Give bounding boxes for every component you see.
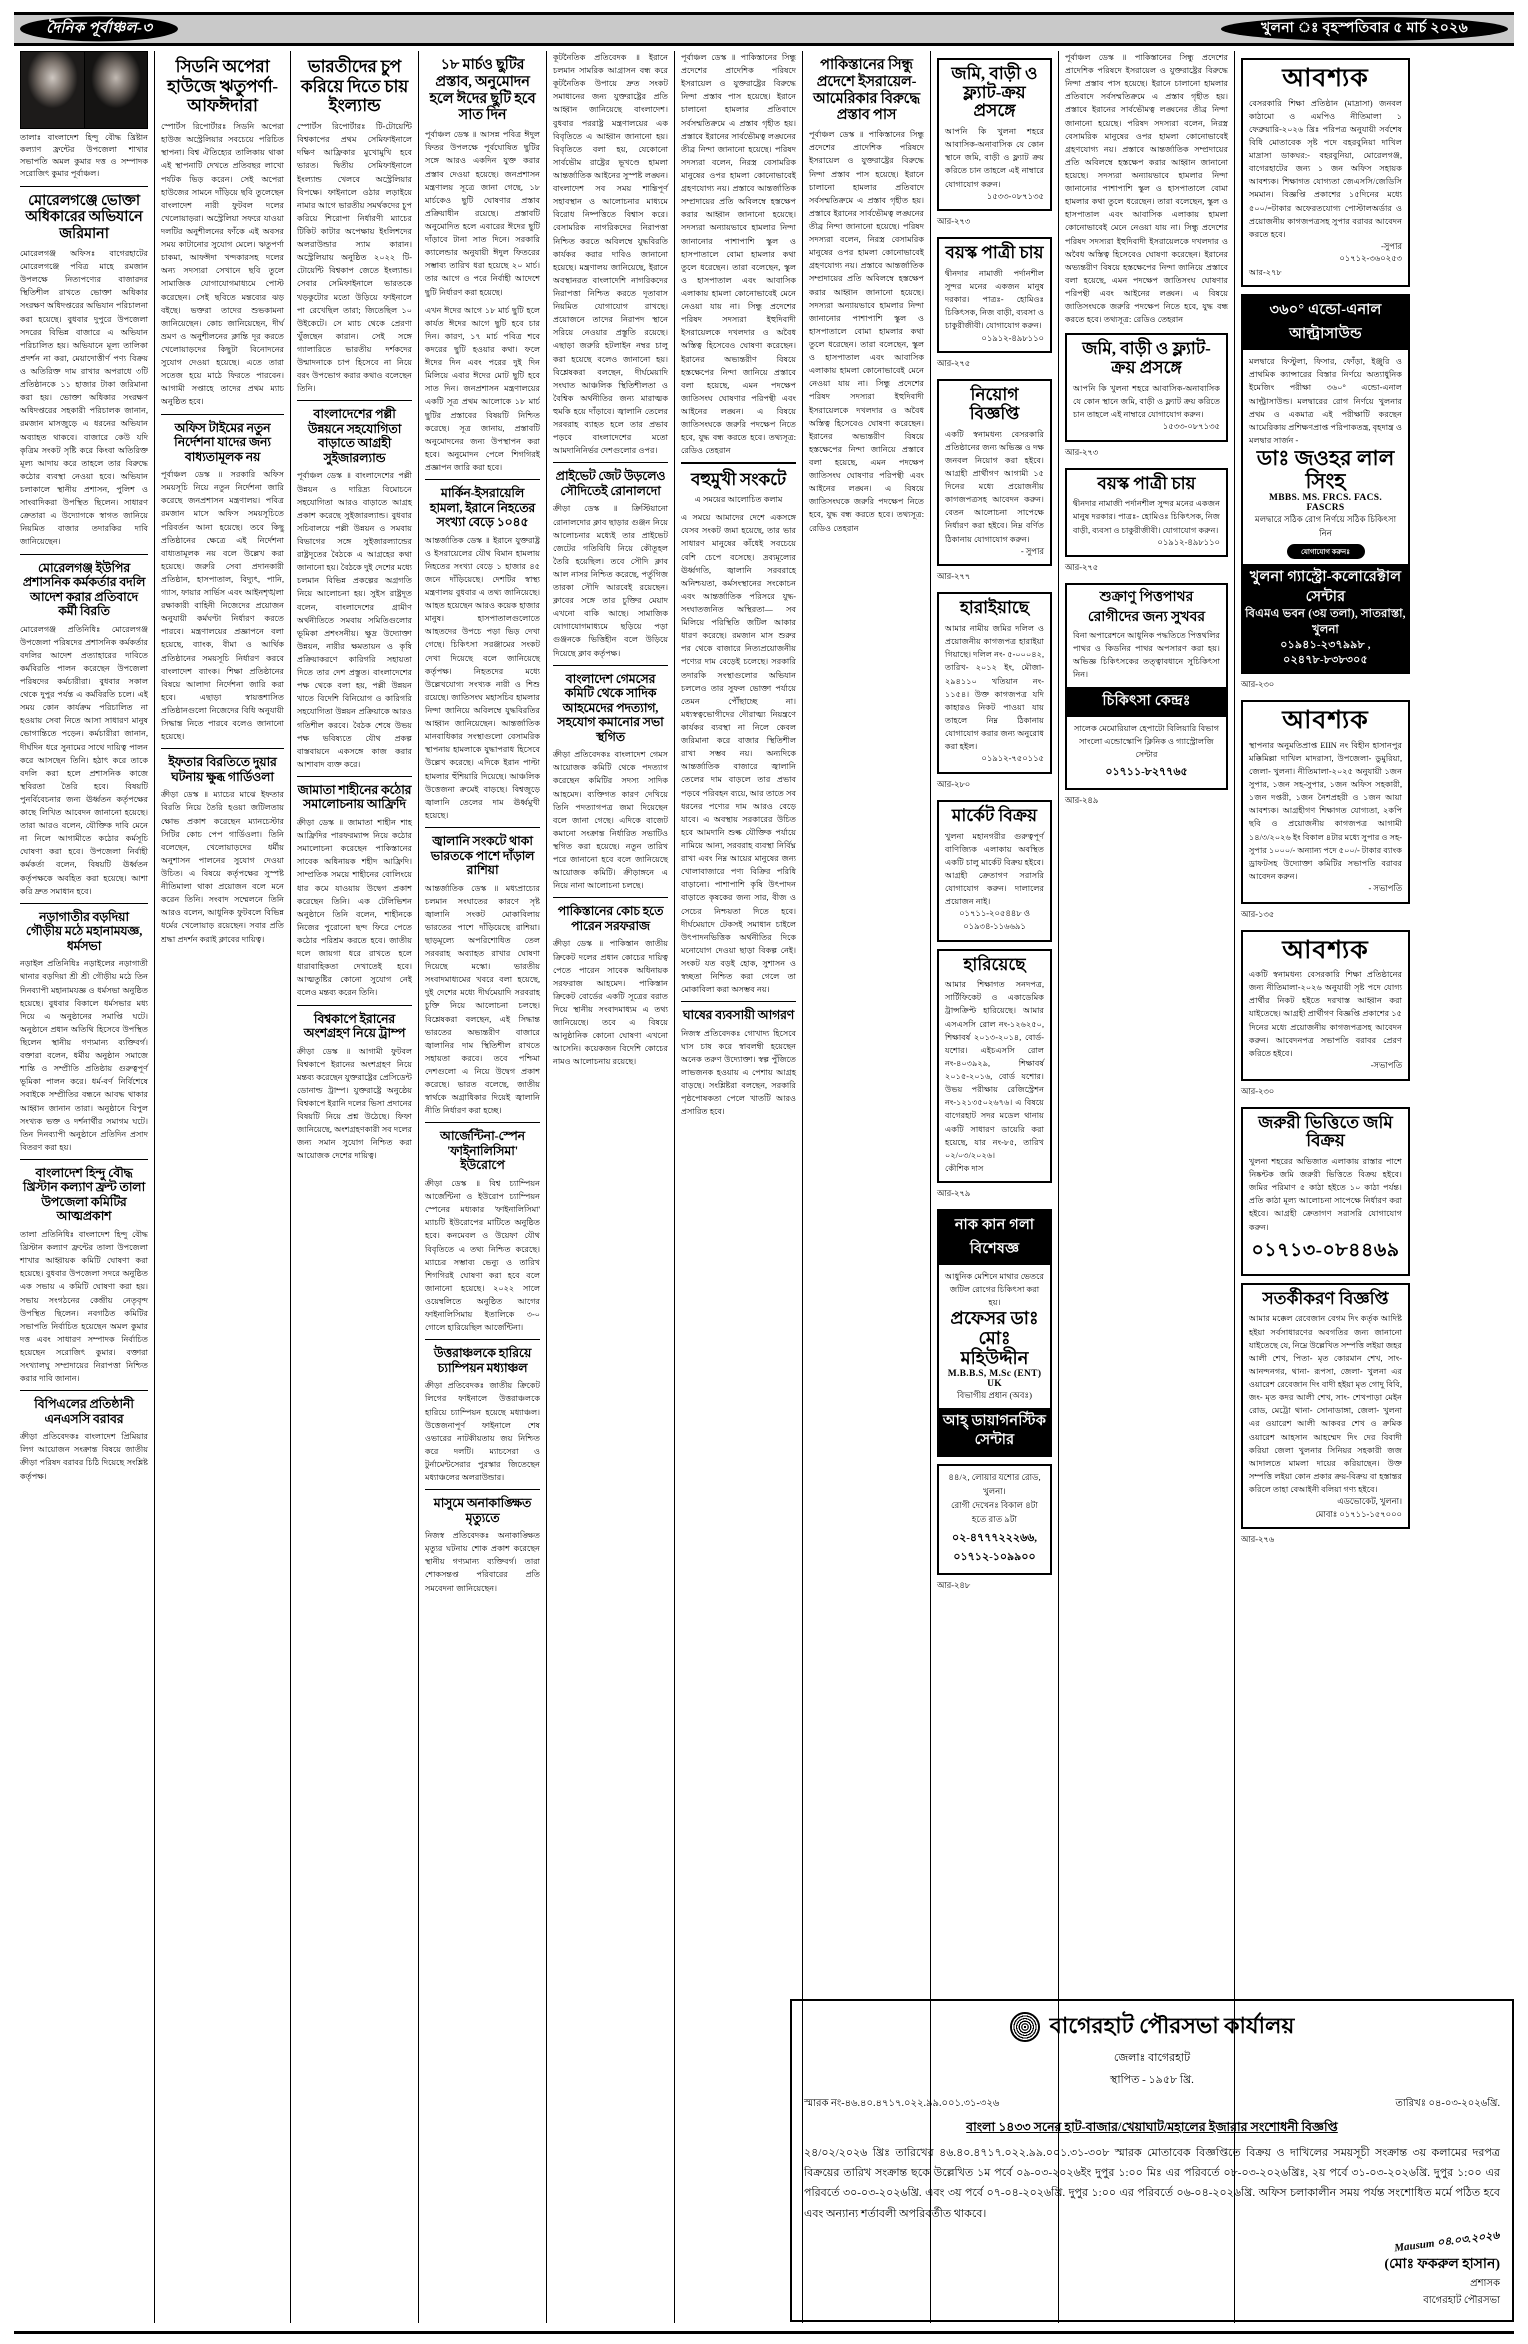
- ad-ent-specialist[interactable]: [937, 1209, 1052, 1457]
- ad-body: একটি স্বনামধন্য বেসরকারি প্রতিষ্ঠানের জন্য অভিজ্ঞ ও দক্ষ জনবল নিয়োগ করা হইবে। আগ্রহী প্রার্থীগণ আগামী ১৫ দিনের মধ্যে প্রয়োজনীয় কাগজপত্রসহ আবেদন করুন। বেতন আলোচনা সাপেক্ষে নির্ধারণ করা হইবে। নিম্ন বর্ণিত ঠিকানায় যোগাযোগ করুন।: [945, 429, 1044, 544]
- doctor-name: ডাঃ জওহর লাল সিংহ: [1256, 446, 1395, 494]
- article-iran-casualties: আন্তর্জাতিক ডেস্ক ॥ ইরানে যুক্তরাষ্ট্র ও ইসরায়েলের যৌথ বিমান হামলায় নিহতের সংখ্যা বেড়ে ১ হাজার ৪৫ জনে দাঁড়িয়েছে। দেশটির স্বাস্থ্য মন্ত্রণালয় বুধবার এ তথ্য জানিয়েছে। আহত হয়েছেন আরও কয়েক হাজার মানুষ। হাসপাতালগুলোতে আহতদের উপচে পড়া ভিড় দেখা গেছে। চিকিৎসা সরঞ্জামের সংকট দেখা দিয়েছে বলে জানিয়েছে কর্তৃপক্ষ। নিহতদের মধ্যে উল্লেখযোগ্য সংখ্যক নারী ও শিশু রয়েছে। জাতিসংঘ মহাসচিব হামলার নিন্দা জানিয়ে অবিলম্বে যুদ্ধবিরতির আহ্বান জানিয়েছেন। আন্তর্জাতিক মানবাধিকার সংস্থাগুলো বেসামরিক স্থাপনায় হামলাকে যুদ্ধাপরাধ হিসেবে উল্লেখ করেছে। এদিকে ইরান পাল্টা হামলার হুঁশিয়ারি দিয়েছে। আঞ্চলিক উত্তেজনা ক্রমেই বাড়ছে। বিশ্বজুড়ে জ্বালানি তেলের দাম ঊর্ধ্বমুখী হয়েছে।: [425, 535, 540, 820]
- doctor-degrees: M.B.B.S, M.Sc (ENT) UK: [947, 1368, 1042, 1389]
- ad-boyosko-patri[interactable]: [937, 237, 1052, 353]
- ad-title: আবশ্যক: [1282, 707, 1369, 735]
- notice-header: [804, 2009, 1500, 2046]
- ad-body: আমার মক্কেল রেবেজান বেগম দিং কর্তৃক আদিষ্ট হইয়া সর্বসাধারণের অবগতির জন্য জানানো যাইতেছে যে, নিম্নে উল্লেখিত সম্পত্তি লইয়া জহর আলী শেখ, পিতা- মৃত কোরমান শেখ, সাং- আনন্দনগর, থানা- রূপসা, জেলা- খুলনা এর ওয়ারেশ রেবেজান দিং বাদী হইয়া মৃত গোদু বিবি, জং- মৃত কদর আলী শেখ, সাং- শেখপাড়া মেইন রোড, মেট্রো থানা- সোনাডাঙ্গা, জেলা- খুলনা এর ওয়ারেশ আলী আকবর শেখ ও ক্রমিক ওয়ারেশ আহসান আহম্মেদ দিং দের বিবাদী করিয়া জেলা খুলনার সিনিয়র সহকারী জজ আদালতে মামলা দায়ের করিয়াছেন। উক্ত সম্পত্তি লইয়া কোন প্রকার ক্রয়-বিক্রয় বা হস্তান্তর করিলে তাহা বেআইনী বলিয়া গণ্য হইবে।: [1249, 1314, 1402, 1495]
- article-naragati-math: নড়াইল প্রতিনিধিঃ নড়াইলের নড়াগাতী থানার বড়দিয়া শ্রী শ্রী গৌড়ীয় মঠে তিন দিনব্যাপী মহানামযজ্ঞ ও ধর্মসভা অনুষ্ঠিত হয়েছে। বুধবার বিকালে ধর্মসভার মধ্য দিয়ে এ অনুষ্ঠানের সমাপ্তি ঘটে। অনুষ্ঠানে প্রধান অতিথি হিসেবে উপস্থিত ছিলেন স্থানীয় গণ্যমান্য ব্যক্তিবর্গ। বক্তারা বলেন, ধর্মীয় অনুষ্ঠান সমাজে শান্তি ও সম্প্রীতি প্রতিষ্ঠায় গুরুত্বপূর্ণ ভূমিকা পালন করে। ধর্ম-বর্ণ নির্বিশেষে সবাইকে সম্প্রীতির বন্ধনে আবদ্ধ থাকার আহ্বান জানান তারা। অনুষ্ঠানে বিপুল সংখ্যক ভক্ত ও দর্শনার্থীর সমাগম ঘটে। তিন দিনব্যাপী অনুষ্ঠানে প্রতিদিন প্রসাদ বিতরণ করা হয়।: [20, 959, 148, 1152]
- column-kicker: এ সময়ের আলোচিত কলাম: [694, 495, 783, 505]
- headline-russia-india-fuel: জ্বালানি সংকটে থাকা ভারতকে পাশে দাঁড়াল রাশিয়া: [430, 834, 535, 877]
- headline-bpl-nsc: বিপিএলের প্রতিষ্ঠানী এনএসসি বরাবর: [34, 1397, 134, 1426]
- chamber-phone: ০২-৪৭৭৭২২২৬৬, ০১৭১২-১০৯৯০০: [951, 1531, 1038, 1563]
- ad-body: মলদ্বারে ফিস্টুলা, ফিসার, ফোঁড়া, ইঞ্জুরি ও প্রাথমিক ক্যান্সারের বিস্তার নির্ণয়ে অত্যাধুনিক ইমেজিং পরীক্ষা ৩৬০° এন্ডো-এনাল আল্ট্রাসাউন্ড। মলদ্বারের রোগ নির্ণয়ে খুলনার প্রথম ও একমাত্র এই পরীক্ষাটি করছেন আমেরিকায় প্রশিক্ষণপ্রাপ্ত পরিপাকতন্ত্র, বৃহদান্ত্র ও মলদ্বার সার্জন -: [1249, 357, 1402, 445]
- headline-ghas-byabsa: ঘাষের ব্যবসায়ী আগরণ: [682, 1008, 795, 1023]
- article-bohumukhi-sonkote: এ সময়ে আমাদের দেশে একসঙ্গে যেসব সংকট জমা হয়েছে, তার ভার সাধারণ মানুষের কাঁধেই সবচেয়ে বেশি চেপে বসেছে। দ্রব্যমূল্যের ঊর্ধ্বগতি, জ্বালানি সরবরাহে অনিশ্চয়তা, কর্মসংস্থানের সংকোচন এবং আন্তর্জাতিক পরিসরে যুদ্ধ-সংঘাতজনিত অস্থিরতা— সব মিলিয়ে পরিস্থিতি জটিল আকার ধারণ করেছে। রমজান মাস শুরুর পর থেকে বাজারে নিত্যপ্রয়োজনীয় পণ্যের দাম বেড়েই চলেছে। সরকারি তদারকি সংস্থাগুলোর অভিযান চললেও তার সুফল ভোক্তা পর্যায়ে তেমন পৌঁছাচ্ছে না। মধ্যস্বত্বভোগীদের দৌরাত্ম্য নিয়ন্ত্রণে কার্যকর ব্যবস্থা না নিলে কেবল জরিমানা করে বাজার স্থিতিশীল রাখা সম্ভব নয়। অন্যদিকে আন্তর্জাতিক বাজারে জ্বালানি তেলের দাম বাড়লে তার প্রভাব পড়বে পরিবহন ব্যয়ে, আর তাতে সব ধরনের পণ্যের দাম আরও বেড়ে যাবে। এ অবস্থায় সরকারের উচিত হবে আমদানি শুল্ক যৌক্তিক পর্যায়ে নামিয়ে আনা, সরবরাহ ব্যবস্থা নির্বিঘ্ন রাখা এবং নিম্ন আয়ের মানুষের জন্য খোলাবাজারে পণ্য বিক্রির পরিধি বাড়ানো। পাশাপাশি কৃষি উৎপাদন বাড়াতে কৃষকের জন্য সার, বীজ ও সেচের নিশ্চয়তা দিতে হবে। দীর্ঘমেয়াদে টেকসই সমাধান চাইলে উৎপাদনভিত্তিক অর্থনীতির দিকে মনোযোগ দেওয়া ছাড়া বিকল্প নেই। সংকট যত বড়ই হোক, সুশাসন ও স্বচ্ছতা নিশ্চিত করা গেলে তা মোকাবিলা করা অসম্ভব নয়।: [681, 513, 796, 995]
- column-9-ads: [1058, 51, 1234, 2323]
- masthead: [14, 12, 1514, 46]
- article-afridi-shaheen: ক্রীড়া ডেস্ক ॥ জামাতা শাহীন শাহ আফ্রিদির পারফরম্যান্স নিয়ে কঠোর সমালোচনা করেছেন পাকিস্তানের সাবেক অধিনায়ক শহীদ আফ্রিদি। সাম্প্রতিক সময়ে শাহীনের বোলিংয়ে ধার কমে যাওয়ায় উদ্বেগ প্রকাশ করেছেন তিনি। এক টেলিভিশন অনুষ্ঠানে তিনি বলেন, শাহীনকে নিজের পুরোনো ছন্দ ফিরে পেতে কঠোর পরিশ্রম করতে হবে। জাতীয় দলে জায়গা ধরে রাখতে হলে ধারাবাহিকতা দেখাতেই হবে। আত্মতুষ্টির কোনো সুযোগ নেই বলেও মন্তব্য করেন তিনি।: [297, 817, 412, 998]
- ad-ent-chamber-details[interactable]: [937, 1464, 1052, 1575]
- headline-sindh-resolution: পাকিস্তানের সিন্ধু প্রদেশে ইসরায়েল-আমেরিকার বিরুদ্ধে প্রস্তাব পাস: [813, 57, 920, 124]
- ad-ref: আর-২৭৭: [937, 572, 971, 582]
- photo-two-portraits: [20, 51, 148, 129]
- ad-body: একটি স্বনামধন্য বেসরকারি শিক্ষা প্রতিষ্ঠানের জন্য নীতিমালা-২০২৬ অনুযায়ী সৃষ্ট পদে যোগ্য প্রার্থীর নিকট হইতে দরখাস্ত আহ্বান করা যাইতেছে। আগ্রহী প্রার্থীগণ বিজ্ঞপ্তি প্রকাশের ১৫ দিনের মধ্যে প্রয়োজনীয় কাগজপত্রসহ আবেদন করুন। আবেদনপত্র সভাপতি বরাবর প্রেরণ করিতে হইবে।: [1249, 970, 1402, 1058]
- ad-ref: আর-২৩০: [1241, 1086, 1275, 1096]
- article-bd-us-iran: কূটনৈতিক প্রতিবেদক ॥ ইরানে চলমান সামরিক আগ্রাসন বন্ধ করে কূটনৈতিক উপায়ে দ্রুত সংকট সমাধানের জন্য যুক্তরাষ্ট্রের প্রতি আহ্বান জানিয়েছে বাংলাদেশ। বুধবার পররাষ্ট্র মন্ত্রণালয়ের এক বিবৃতিতে এ আহ্বান জানানো হয়। বিবৃতিতে বলা হয়, যেকোনো সার্বভৌম রাষ্ট্রের ভূখণ্ডে হামলা আন্তর্জাতিক আইনের সুস্পষ্ট লঙ্ঘন। বাংলাদেশ সব সময় শান্তিপূর্ণ সহাবস্থান ও আলোচনার মাধ্যমে বিরোধ নিষ্পত্তিতে বিশ্বাস করে। বেসামরিক নাগরিকদের নিরাপত্তা নিশ্চিত করতে অবিলম্বে যুদ্ধবিরতি কার্যকর করার দাবিও জানানো হয়েছে। মন্ত্রণালয় জানিয়েছে, ইরানে অবস্থানরত বাংলাদেশি নাগরিকদের নিরাপত্তা নিশ্চিত করতে দূতাবাস নিয়মিত যোগাযোগ রাখছে। প্রয়োজনে তাদের নিরাপদ স্থানে সরিয়ে নেওয়ার প্রস্তুতি রয়েছে। এছাড়া জরুরি হটলাইন নম্বর চালু করা হয়েছে বলেও জানানো হয়। বিশ্লেষকরা বলছেন, দীর্ঘমেয়াদি সংঘাত আঞ্চলিক স্থিতিশীলতা ও বৈশ্বিক অর্থনীতির জন্য মারাত্মক হুমকি হয়ে দাঁড়াবে। জ্বালানি তেলের সরবরাহ ব্যাহত হলে তার প্রভাব পড়বে বাংলাদেশের মতো আমদানিনির্ভর দেশগুলোর ওপর।: [553, 53, 668, 456]
- ad-abashyak-general[interactable]: [1241, 930, 1410, 1081]
- ad-ref: আর-২৭৫: [937, 359, 971, 369]
- article-ghas-byabsa: নিজস্ব প্রতিবেদকঃ গোখাদ্য হিসেবে ঘাস চাষ করে স্বাবলম্বী হয়েছেন অনেক তরুণ উদ্যোক্তা। স্বল্প পুঁজিতে লাভজনক হওয়ায় এ পেশায় আগ্রহ বাড়ছে। সংশ্লিষ্টরা বলছেন, সরকারি পৃষ্ঠপোষকতা পেলে খাতটি আরও প্রসারিত হবে।: [681, 1028, 796, 1117]
- headline-up-transfer-protest: মোরেলগঞ্জ ইউপির প্রশাসনিক কর্মকর্তার বদলি আদেশ করার প্রতিবাদে কর্মী বিরতি: [22, 560, 146, 619]
- ad-signature: - সুপার: [1020, 546, 1044, 556]
- article-bpl-nsc: ক্রীড়া প্রতিবেদকঃ বাংলাদেশ প্রিমিয়ার লিগ আয়োজন সংক্রান্ত বিষয়ে জাতীয় ক্রীড়া পরিষদ বরাবর চিঠি দিয়েছে সংশ্লিষ্ট কর্তৃপক্ষ।: [20, 1432, 148, 1481]
- ad-subtitle: রোগীদের জন্য সুখবর: [1087, 609, 1206, 625]
- article-sarfaraz-coach: ক্রীড়া ডেস্ক ॥ পাকিস্তান জাতীয় ক্রিকেট দলের প্রধান কোচের দায়িত্ব পেতে পারেন সাবেক অধিনায়ক সরফরাজ আহমেদ। পাকিস্তান ক্রিকেট বোর্ডের একটি সূত্রের বরাত দিয়ে স্থানীয় সংবাদমাধ্যম এ তথ্য জানিয়েছে। তবে এ বিষয়ে আনুষ্ঠানিক কোনো ঘোষণা এখনো আসেনি। কয়েকজন বিদেশি কোচের নামও আলোচনায় রয়েছে।: [553, 939, 668, 1067]
- doctor-role: বিভাগীয় প্রধান (অবঃ): [957, 1389, 1032, 1400]
- center-address: বিএমএ ভবন (৩য় তলা), সাতরাস্তা, খুলনা: [1245, 608, 1406, 636]
- column-1: [14, 51, 154, 2323]
- ad-title: হারিয়েছে: [963, 954, 1026, 974]
- ad-satarkikaran[interactable]: [1241, 1283, 1410, 1530]
- ad-banner: নাক কান গলা বিশেষজ্ঞ: [939, 1211, 1050, 1265]
- article-ronaldo-jet: ক্রীড়া ডেস্ক ॥ ক্রিস্টিয়ানো রোনালদোর ক্লাব ছাড়ার গুঞ্জন নিয়ে আলোচনার মধ্যেই তার প্রাইভেট জেটের গতিবিধি নিয়ে কৌতূহল তৈরি হয়েছিল। তবে সৌদি ক্লাব আল নাসর নিশ্চিত করেছে, পর্তুগিজ তারকা সৌদি আরবেই রয়েছেন। ক্লাবের সঙ্গে তার চুক্তির মেয়াদ এখনো বাকি আছে। সামাজিক যোগাযোগমাধ্যমে ছড়িয়ে পড়া গুঞ্জনকে ভিত্তিহীন বলে উড়িয়ে দিয়েছে ক্লাব কর্তৃপক্ষ।: [553, 504, 668, 658]
- ad-ref: আর-২৪৯: [1065, 795, 1099, 805]
- article-masum-death: নিজস্ব প্রতিবেদকঃ অনাকাঙ্ক্ষিত মৃত্যুর ঘটনায় শোক প্রকাশ করেছেন স্থানীয় গণ্যমান্য ব্যক্তিবর্গ। তারা শোকসন্তপ্ত পরিবারের প্রতি সমবেদনা জানিয়েছেন।: [425, 1531, 540, 1593]
- signatory-role: প্রশাসক: [1470, 2278, 1500, 2289]
- notice-signature-block: [804, 2229, 1501, 2310]
- govt-notice-bagerhat-pourashava[interactable]: [790, 1999, 1514, 2322]
- ad-signature: -সভাপতি: [1370, 1060, 1402, 1070]
- article-bd-us-iran-cont: পূর্বাঞ্চল ডেস্ক ॥ পাকিস্তানের সিন্ধু প্রদেশের প্রাদেশিক পরিষদে ইসরায়েল ও যুক্তরাষ্ট্রের বিরুদ্ধে নিন্দা প্রস্তাব পাস হয়েছে। ইরানে চালানো হামলার প্রতিবাদে সর্বসম্মতিক্রমে এ প্রস্তাব গৃহীত হয়। প্রস্তাবে ইরানের সার্বভৌমত্ব লঙ্ঘনের তীব্র নিন্দা জানানো হয়েছে। পরিষদ সদস্যরা বলেন, নিরস্ত্র বেসামরিক মানুষের ওপর হামলা কোনোভাবেই গ্রহণযোগ্য নয়। প্রস্তাবে আন্তর্জাতিক সম্প্রদায়ের প্রতি অবিলম্বে হস্তক্ষেপ করার আহ্বান জানানো হয়েছে। সদস্যরা অন্যায়ভাবে হামলার নিন্দা জানানোর পাশাপাশি স্কুল ও হাসপাতালে বোমা হামলার কথা তুলে ধরেছেন। তারা বলেছেন, স্কুল ও হাসপাতাল এবং আবাসিক এলাকায় হামলা কোনোভাবেই মেনে নেওয়া যায় না। সিন্ধু প্রদেশের পরিষদ সদস্যরা ইহুদিবাদী ইসরায়েলকে দখলদার ও অবৈধ অস্তিত্ব হিসেবেও ঘোষণা করেছেন। ইরানের অভ্যন্তরীণ বিষয়ে হস্তক্ষেপের নিন্দা জানিয়ে প্রস্তাবে বলা হয়েছে, এমন পদক্ষেপ জাতিসংঘ ঘোষণার পরিপন্থী এবং আইনের লঙ্ঘন। এ বিষয়ে জাতিসংঘকে জরুরি পদক্ষেপ নিতে হবে, যুদ্ধ বন্ধ করতে হবে। তথ্যসূত্র: রেডিও তেহরান: [681, 53, 796, 456]
- ad-jomi-bikroy[interactable]: [1241, 1107, 1410, 1276]
- article-england-india: স্পোর্টস রিপোর্টারঃ টি-টোয়েন্টি বিশ্বকাপের প্রথম সেমিফাইনালে দক্ষিণ আফ্রিকার মুখোমুখি হবে ভারত। দ্বিতীয় সেমিফাইনালে ইংল্যান্ড খেলবে অস্ট্রেলিয়ার বিপক্ষে। ফাইনালে ওঠার লড়াইয়ে নামার আগে ভারতীয় সমর্থকদের চুপ করিয়ে শিরোপা নির্ধারণী ম্যাচের টিকিট কাটার অপেক্ষায় ইংলিশদের অলরাউন্ডার স্যাম কারান। অস্ট্রেলিয়ায় অনুষ্ঠিত ২০২২ টি-টোয়েন্টি বিশ্বকাপ জেতে ইংল্যান্ড। সেবার সেমিফাইনালে ভারতকে খড়কুটোর মতো উড়িয়ে ফাইনালে পা রেখেছিল তারা; জিতেছিল ১০ উইকেটে। সে ম্যাচ থেকে প্রেরণা খুঁজছেন কারান। সেই সঙ্গে গ্যালারিতে ভারতীয় দর্শকদের উন্মাদনাকে চাপ হিসেবে না নিয়ে বরং উপভোগ করার কথাও বলেছেন তিনি।: [297, 122, 412, 394]
- notice-established: স্থাপিত - ১৯৫৮ খ্রি.: [1110, 2073, 1194, 2086]
- headline-madhyanchal-champion: উত্তরাঞ্চলকে হারিয়ে চ্যাম্পিয়ন মধ্যাঞ্চল: [433, 1346, 532, 1375]
- chamber-banner: আহ্ ডায়াগনস্টিক সেন্টার: [939, 1408, 1050, 1455]
- ad-haraiyeche-certificate[interactable]: [937, 949, 1052, 1184]
- article-sindh-resolution: পূর্বাঞ্চল ডেস্ক ॥ পাকিস্তানের সিন্ধু প্রদেশের প্রাদেশিক পরিষদে ইসরায়েল ও যুক্তরাষ্ট্রের বিরুদ্ধে নিন্দা প্রস্তাব পাস হয়েছে। ইরানে চালানো হামলার প্রতিবাদে সর্বসম্মতিক্রমে এ প্রস্তাব গৃহীত হয়। প্রস্তাবে ইরানের সার্বভৌমত্ব লঙ্ঘনের তীব্র নিন্দা জানানো হয়েছে। পরিষদ সদস্যরা বলেন, নিরস্ত্র বেসামরিক মানুষের ওপর হামলা কোনোভাবেই গ্রহণযোগ্য নয়। প্রস্তাবে আন্তর্জাতিক সম্প্রদায়ের প্রতি অবিলম্বে হস্তক্ষেপ করার আহ্বান জানানো হয়েছে। সদস্যরা অন্যায়ভাবে হামলার নিন্দা জানানোর পাশাপাশি স্কুল ও হাসপাতালে বোমা হামলার কথা তুলে ধরেছেন। তারা বলেছেন, স্কুল ও হাসপাতাল এবং আবাসিক এলাকায় হামলা কোনোভাবেই মেনে নেওয়া যায় না। সিন্ধু প্রদেশের পরিষদ সদস্যরা ইহুদিবাদী ইসরায়েলকে দখলদার ও অবৈধ অস্তিত্ব হিসেবেও ঘোষণা করেছেন। ইরানের অভ্যন্তরীণ বিষয়ে হস্তক্ষেপের নিন্দা জানিয়ে প্রস্তাবে বলা হয়েছে, এমন পদক্ষেপ জাতিসংঘ ঘোষণার পরিপন্থী এবং আইনের লঙ্ঘন। এ বিষয়ে জাতিসংঘকে জরুরি পদক্ষেপ নিতে হবে, যুদ্ধ বন্ধ করতে হবে। তথ্যসূত্র: রেডিও তেহরান: [809, 130, 924, 533]
- headline-bd-games-resign: বাংলাদেশ গেমসের কমিটি থেকে সাদিক আহমেদের পদত্যাগ, সহযোগ কমানোর সভা স্থগিত: [557, 671, 664, 744]
- ad-title: জমি, বাড়ী ও ফ্ল্যাট-ক্রয় প্রসঙ্গে: [1082, 339, 1211, 377]
- doctor-name: প্রফেসর ডাঃ মোঃ মহিউদ্দীন: [950, 1308, 1039, 1369]
- clinic-name: সালেক মেমোরিয়াল হেপাটো বিলিয়ারি বিভাগ: [1073, 723, 1220, 733]
- ad-ref: আর-২৩০: [1241, 680, 1275, 690]
- ad-title: হারাইয়াছে: [959, 598, 1030, 618]
- article-madhyanchal-champion: ক্রীড়া প্রতিবেদকঃ জাতীয় ক্রিকেট লিগের ফাইনালে উত্তরাঞ্চলকে হারিয়ে চ্যাম্পিয়ন হয়েছে মধ্যাঞ্চল। উত্তেজনাপূর্ণ ফাইনালে শেষ ওভারের নাটকীয়তায় জয় নিশ্চিত করে দলটি। ম্যাচসেরা ও টুর্নামেন্টসেরার পুরস্কার জিতেছেন মধ্যাঞ্চলের অলরাউন্ডার।: [425, 1381, 540, 1483]
- headline-masum-death: মাসুমে অনাকাঙ্ক্ষিত মৃত্যুতে: [433, 1496, 532, 1525]
- article-bd-games-resign: ক্রীড়া প্রতিবেদকঃ বাংলাদেশ গেমস আয়োজক কমিটি থেকে পদত্যাগ করেছেন কমিটির সদস্য সাদিক আহমেদ। ব্যক্তিগত কারণ দেখিয়ে তিনি পদত্যাগপত্র জমা দিয়েছেন বলে জানা গেছে। এদিকে বাজেট কমানো সংক্রান্ত নির্ধারিত সভাটিও স্থগিত করা হয়েছে। নতুন তারিখ পরে জানানো হবে বলে জানিয়েছে আয়োজক কমিটি। ক্রীড়াঙ্গনে এ নিয়ে নানা আলোচনা চলছে।: [553, 750, 668, 891]
- center-phone: ০১৯৪১-২৩৭৯৯৮ , ০২৪৭৮-৮৩৮৩০৫: [1280, 639, 1371, 667]
- notice-district: জেলাঃ বাগেরহাট: [1113, 2051, 1191, 2064]
- ad-ref: আর-২৭৩: [1065, 447, 1099, 457]
- masthead-title: দৈনিক পূর্বাঞ্চল-৩: [20, 16, 178, 41]
- ad-title: আবশ্যক: [1282, 936, 1369, 964]
- ad-signature: এডভোকেট, খুলনা।: [1337, 1497, 1402, 1507]
- ad-phone: ০১৯১২-৭৫০১১৫: [981, 754, 1044, 764]
- ad-title: জমি, বাড়ী ও ফ্ল্যাট-ক্রয় প্রসঙ্গে: [951, 64, 1038, 121]
- headline-morrelganj-fine: মোরেলগঞ্জে ভোক্তা অধিকারের অভিযানে জরিমানা: [25, 192, 143, 243]
- article-up-transfer-protest: মোরেলগঞ্জ প্রতিনিধিঃ মোরেলগঞ্জ উপজেলা পরিষদের প্রশাসনিক কর্মকর্তার বদলির আদেশ প্রত্যাহারের দাবিতে কর্মবিরতি পালন করেছেন উপজেলা পরিষদের কর্মচারীরা। বুধবার সকাল থেকে দুপুর পর্যন্ত এ কর্মবিরতি চলে। এই সময় কোন কার্যক্রম পরিচালিত না হওয়ায় সেবা নিতে আসা সাধারণ মানুষ ভোগান্তিতে পড়েন। কর্মচারীরা জানান, দীর্ঘদিন ধরে সুনামের সাথে দায়িত্ব পালন করে আসছেন তিনি। হঠাৎ করে তাকে বদলি করা হলে প্রশাসনিক কাজে স্থবিরতা তৈরি হবে। বিষয়টি পুনর্বিবেচনার জন্য ঊর্ধ্বতন কর্তৃপক্ষের কাছে লিখিত আবেদন জানানো হয়েছে। তারা আরও বলেন, যৌক্তিক দাবি মেনে না নিলে আগামীতে কঠোর কর্মসূচি ঘোষণা করা হবে। উপজেলা নির্বাহী কর্মকর্তা বলেন, বিষয়টি ঊর্ধ্বতন কর্তৃপক্ষকে অবহিত করা হয়েছে। আশা করি দ্রুত সমাধান হবে।: [20, 624, 148, 896]
- headline-finalissima: আর্জেন্টিনা-স্পেন 'ফাইনালিসিমা' ইউরোপে: [440, 1129, 525, 1173]
- ad-body: বিনা অপারেশনে আধুনিক পদ্ধতিতে পিত্তথলির পাথর ও কিডনির পাথর অপসারণ করা হয়। অভিজ্ঞ চিকিৎসকের তত্ত্বাবধানে সুচিকিৎসা নিন।: [1073, 631, 1220, 680]
- article-office-time: পূর্বাঞ্চল ডেস্ক ॥ সরকারি অফিস সময়সূচি নিয়ে নতুন নির্দেশনা জারি করেছে জনপ্রশাসন মন্ত্রণালয়। পবিত্র রমজান মাসে অফিস সময়সূচিতে পরিবর্তন আনা হয়েছে। তবে কিছু প্রতিষ্ঠানের ক্ষেত্রে এই নির্দেশনা বাধ্যতামূলক নয় বলে উল্লেখ করা হয়েছে। জরুরি সেবা প্রদানকারী প্রতিষ্ঠান, হাসপাতাল, বিদ্যুৎ, পানি, গ্যাস, ফায়ার সার্ভিস এবং আইনশৃঙ্খলা রক্ষাকারী বাহিনী নিজেদের প্রয়োজন অনুযায়ী কর্মঘণ্টা নির্ধারণ করতে পারবে। মন্ত্রণালয়ের প্রজ্ঞাপনে বলা হয়েছে, ব্যাংক, বীমা ও আর্থিক প্রতিষ্ঠানের সময়সূচি নির্ধারণ করবে বাংলাদেশ ব্যাংক। শিক্ষা প্রতিষ্ঠানের বিষয়ে আলাদা নির্দেশনা জারি করা হবে। এছাড়া স্বায়ত্তশাসিত প্রতিষ্ঠানগুলো নিজেদের বিধি অনুযায়ী সিদ্ধান্ত নিতে পারবে বলেও জানানো হয়েছে।: [161, 470, 284, 742]
- clinic-phone: ০১৭১১-৮২৭৭৬৫: [1105, 765, 1188, 778]
- ad-signature: কৌশিক দাস: [945, 1163, 984, 1173]
- ad-abashyak-bohorbunia[interactable]: [1241, 58, 1410, 287]
- clinic-line-2: সাংলো এন্ডোস্কোপি ক্লিনিক ও গ্যাস্ট্রোলজি সেন্টার: [1079, 736, 1214, 759]
- ad-body: খুলনা মহানগরীর গুরুত্বপূর্ণ বাণিজ্যিক এলাকায় অবস্থিত একটি চালু মার্কেট বিক্রয় হইবে। আগ্রহী ক্রেতাগণ সরাসরি যোগাযোগ করুন। দালালের প্রয়োজন নাই।: [945, 831, 1044, 907]
- ad-title: নিয়োগ বিজ্ঞপ্তি: [969, 385, 1020, 423]
- article-trump-iran-worldcup: ক্রীড়া ডেস্ক ॥ আগামী ফুটবল বিশ্বকাপে ইরানের অংশগ্রহণ নিয়ে মন্তব্য করেছেন যুক্তরাষ্ট্রের প্রেসিডেন্ট ডোনাল্ড ট্রাম্প। যুক্তরাষ্ট্রে অনুষ্ঠেয় বিশ্বকাপে ইরানি দলের ভিসা প্রদানের বিষয়টি নিয়ে প্রশ্ন উঠেছে। ফিফা জানিয়েছে, অংশগ্রহণকারী সব দলের জন্য সমান সুযোগ নিশ্চিত করা আয়োজক দেশের দায়িত্ব।: [297, 1046, 413, 1161]
- headline-trump-iran-worldcup: বিশ্বকাপে ইরানের অংশগ্রহণ নিয়ে ট্রাম্প: [303, 1011, 406, 1040]
- handwritten-signature: Mausum ০৪.০৩.২০২৬: [1393, 2229, 1501, 2255]
- ad-ref: আর-২৭৯: [937, 1189, 971, 1199]
- headline-iran-casualties: মার্কিন-ইসরায়েলি হামলা, ইরানে নিহতের সংখ্যা বেড়ে ১০৪৫: [429, 486, 536, 530]
- column-7: [802, 51, 930, 2323]
- ad-body: আমার নামীয় জমির দলিল ও প্রয়োজনীয় কাগজপত্র হারাইয়া গিয়াছে। দলিল নং- ৫-০০০৪২, তারিখ- ২০১২ ইং, মৌজা- ২৯৪১১০ খতিয়ান নং- ১১৫৪। উক্ত কাগজপত্র যদি কাহারও নিকট পাওয়া যায় তাহলে নিম্ন ঠিকানায় যোগাযোগ করার জন্য অনুরোধ করা হইল।: [945, 624, 1044, 752]
- notice-heading: বাংলা ১৪৩৩ সনের হাট-বাজার/খেয়াঘাট/মহালের ইজারার সংশোধনী বিজ্ঞপ্তি: [966, 2119, 1338, 2134]
- ad-body: খুলনা শহরের অভিজাত এলাকায় রাস্তার পাশে নিষ্কন্টক জমি জরুরী ভিত্তিতে বিক্রয় হইবে। জমির পরিমাণ ৫ কাঠা হইতে ১০ কাঠা পর্যন্ত। প্রতি কাঠা মূল্য আলোচনা সাপেক্ষে নির্ধারণ করা হইবে। আগ্রহী ক্রেতাগণ সরাসরি যোগাযোগ করুন।: [1249, 1156, 1402, 1232]
- ad-phone: ১৫৩৩-০৮৭১৩৫: [1162, 422, 1220, 432]
- chamber-address: ৪৪/২, লোয়ার যশোর রোড, খুলনা।: [948, 1471, 1041, 1496]
- ad-phone: ১৫৩৩-০৮৭১৩৫: [986, 191, 1044, 201]
- headline-office-time: অফিস টাইমের নতুন নির্দেশনা যাদের জন্য বাধ্যতামূলক নয়: [174, 420, 271, 464]
- center-banner: [1243, 564, 1408, 672]
- headline-sydney-opera: সিডনি অপেরা হাউজে ঋতুপর্ণা-আফঈদারা: [167, 57, 278, 116]
- ad-line: আধুনিক মেশিনে মাথার ভেতরে জটিল রোগের চিকিৎসা করা হয়।: [945, 1272, 1044, 1308]
- ad-phone: মোবাঃ ০১৭১১-১৫৭০০০: [1315, 1509, 1402, 1519]
- ad-tagline: মলদ্বারে সঠিক রোগ নির্ণয়ে সঠিক চিকিৎসা নিন: [1254, 514, 1397, 539]
- footer-rule: [14, 2331, 1514, 2334]
- ad-body: দ্বীনদার নামাজী পর্দানশীল সুন্দর মনের একজন মানুষ দরকার। পাত্রঃ- হোমিওঃ চিকিৎসক, নিজ বাড়ী, ব্যবসা ও চাকুরীজীবী। যোগাযোগ করুন।: [1073, 499, 1220, 535]
- headline-ronaldo-jet: প্রাইভেট জেট উড়লেও সৌদিতেই রোনালদো: [555, 469, 666, 498]
- ad-phone: ০১৭১১-২০৫৪৪৮ ও ০১৯৩৪-১১৬৬৯১: [959, 909, 1030, 931]
- ad-ref: আর-১৩৫: [1241, 909, 1275, 919]
- headline-bohumukhi-sonkote: বহুমুখী সংকটে: [691, 470, 786, 490]
- ad-boyosko-patri-2[interactable]: [1065, 468, 1228, 558]
- headline-guardiola-iftar: ইফতার বিরতিতে দুয়ার ঘটনায় ক্ষুব্ধ গার্ডিওলা: [168, 755, 277, 784]
- headline-afridi-shaheen: জামাতা শাহীনের কঠোর সমালোচনায় আফ্রিদি: [297, 782, 412, 812]
- signatory-office: বাগেরহাট পৌরসভা: [1423, 2295, 1500, 2306]
- ad-abashyak-hasanpur[interactable]: [1241, 700, 1410, 903]
- ad-ref: আর-২৭৬: [1241, 1535, 1275, 1545]
- article-eid-holiday-cont: এখন ঈদের আগে ১৮ মার্চ ছুটি হলে কার্যত ঈদের আগে ছুটি হবে চার দিন। কারণ, ১৭ মার্চ পবিত্র শবে কদরের ছুটি হওয়ার কথা। ফলে ঈদের দিন এবং পরের দুই দিন মিলিয়ে এবার ঈদের মোট ছুটি হবে সাত দিন। জনপ্রশাসন মন্ত্রণালয়ের একটি সূত্র প্রথম আলোকে ১৮ মার্চ ছুটির প্রস্তাবের বিষয়টি নিশ্চিত করেছে। সূত্র জানায়, প্রস্তাবটি অনুমোদনের জন্য উপস্থাপন করা হবে। অনুমোদন পেলে শিগগিরই প্রজ্ঞাপন জারি করা হবে।: [425, 305, 540, 472]
- doctor-degrees: MBBS. MS. FRCS. FACS. FASCRS: [1268, 493, 1382, 514]
- notice-meta: [804, 2096, 1500, 2113]
- ad-title: আবশ্যক: [1282, 65, 1369, 92]
- ad-body: দ্বীনদার নামাজী পর্দানশীল সুন্দর মনের একজন মানুষ দরকার। পাত্রঃ- হোমিওঃ চিকিৎসক, নিজ বাড়ী, ব্যবসা ও চাকুরীজীবী। যোগাযোগ করুন।: [945, 268, 1044, 331]
- ad-market-bikroy[interactable]: [937, 800, 1052, 942]
- ad-title: বয়স্ক পাত্রী চায়: [945, 243, 1044, 263]
- ad-haraiyache[interactable]: [937, 592, 1052, 774]
- headline-hindu-bouddha-front: বাংলাদেশ হিন্দু বৌদ্ধ খ্রিস্টান কল্যাণ ফ্রন্ট তালা উপজেলা কমিটির আত্মপ্রকাশ: [22, 1165, 145, 1224]
- ad-phone: ০১৭১২-৩৬০২৫৩: [1339, 254, 1402, 264]
- ad-signature: - সভাপতি: [1368, 884, 1402, 893]
- article-russia-india-fuel: আন্তর্জাতিক ডেস্ক ॥ মধ্যপ্রাচ্যের চলমান সংঘাতের কারণে সৃষ্ট জ্বালানি সংকট মোকাবিলায় ভারতের পাশে দাঁড়িয়েছে রাশিয়া। ছাড়মূল্যে অপরিশোধিত তেল সরবরাহ অব্যাহত রাখার ঘোষণা দিয়েছে মস্কো। ভারতীয় সংবাদমাধ্যমের খবরে বলা হয়েছে, দুই দেশের মধ্যে দীর্ঘমেয়াদি সরবরাহ চুক্তি নিয়ে আলোচনা চলছে। বিশ্লেষকরা বলছেন, এই সিদ্ধান্ত ভারতের অভ্যন্তরীণ বাজারে জ্বালানির দাম স্থিতিশীল রাখতে সহায়তা করবে। তবে পশ্চিমা দেশগুলো এ নিয়ে উদ্বেগ প্রকাশ করেছে। ভারত বলেছে, জাতীয় স্বার্থকে অগ্রাধিকার দিয়েই জ্বালানি নীতি নির্ধারণ করা হচ্ছে।: [425, 883, 540, 1116]
- column-6: [674, 51, 802, 2323]
- headline-naragati-math: নড়াগাতীর বড়দিয়া গৌড়ীয় মঠে মহানামযজ্ঞ, ধর্মসভা: [25, 909, 143, 953]
- ad-title: সতর্কীকরণ বিজ্ঞপ্তি: [1262, 1288, 1389, 1308]
- article-hindu-bouddha-front: তালা প্রতিনিধিঃ বাংলাদেশ হিন্দু বৌদ্ধ খ্রিস্টান কল্যাণ ফ্রন্টের তালা উপজেলা শাখার আহ্বায়ক কমিটি ঘোষণা করা হয়েছে। বুধবার উপজেলা সদরে অনুষ্ঠিত এক সভায় এ কমিটি ঘোষণা করা হয়। সভায় সংগঠনের কেন্দ্রীয় নেতৃবৃন্দ উপস্থিত ছিলেন। নবগঠিত কমিটির সভাপতি নির্বাচিত হয়েছেন অমল কুমার দত্ত এবং সাধারণ সম্পাদক নির্বাচিত হয়েছেন সরোজিৎ কুমার। বক্তারা সংখ্যালঘু সম্প্রদায়ের নিরাপত্তা নিশ্চিত করার দাবি জানান।: [20, 1229, 148, 1384]
- article-finalissima: ক্রীড়া ডেস্ক ॥ বিশ্ব চ্যাম্পিয়ন আর্জেন্টিনা ও ইউরোপ চ্যাম্পিয়ন স্পেনের মধ্যকার 'ফাইনালিসিমা' ম্যাচটি ইউরোপের মাটিতে অনুষ্ঠিত হবে। কনমেবল ও উয়েফা যৌথ বিবৃতিতে এ তথ্য নিশ্চিত করেছে। ম্যাচের সম্ভাব্য ভেন্যু ও তারিখ শিগগিরই ঘোষণা করা হবে বলে জানানো হয়েছে। ২০২২ সালে ওয়েম্বলিতে অনুষ্ঠিত আগের ফাইনালিসিমায় ইতালিকে ৩-০ গোলে হারিয়েছিল আর্জেন্টিনা।: [425, 1178, 540, 1333]
- article-morrelganj-fine: মোরেলগঞ্জ অফিসঃ বাগেরহাটের মোরেলগঞ্জে পবিত্র মাহে রমজান উপলক্ষে নিত্যপণ্যের বাজারদর স্থিতিশীল রাখতে ভোক্তা অধিকার সংরক্ষণ অধিদপ্তরের অভিযান পরিচালনা করা হয়েছে। বুধবার দুপুরে উপজেলা সদরের বিভিন্ন বাজারে এ অভিযান পরিচালিত হয়। অভিযানে মূল্য তালিকা প্রদর্শন না করা, মেয়াদোত্তীর্ণ পণ্য বিক্রয় ও অতিরিক্ত দাম রাখার অপরাধে ৩টি প্রতিষ্ঠানকে ১১ হাজার টাকা জরিমানা করা হয়। ভোক্তা অধিকার সংরক্ষণ অধিদপ্তরের সহকারী পরিচালক জানান, রমজান মাসজুড়ে এ ধরনের অভিযান অব্যাহত থাকবে। বাজারে কেউ যদি কৃত্রিম সংকট সৃষ্টি করে কিংবা অতিরিক্ত মূল্য আদায় করে তাহলে তার বিরুদ্ধে কঠোর ব্যবস্থা নেওয়া হবে। অভিযান চলাকালে স্থানীয় প্রশাসন, পুলিশ ও সাংবাদিকরা উপস্থিত ছিলেন। সাধারণ ক্রেতারা এ উদ্যোগকে স্বাগত জানিয়ে নিয়মিত বাজার তদারকির দাবি জানিয়েছেন।: [20, 249, 149, 547]
- article-sindh-resolution-cont: পূর্বাঞ্চল ডেস্ক ॥ পাকিস্তানের সিন্ধু প্রদেশের প্রাদেশিক পরিষদে ইসরায়েল ও যুক্তরাষ্ট্রের বিরুদ্ধে নিন্দা প্রস্তাব পাস হয়েছে। ইরানে চালানো হামলার প্রতিবাদে সর্বসম্মতিক্রমে এ প্রস্তাব গৃহীত হয়। প্রস্তাবে ইরানের সার্বভৌমত্ব লঙ্ঘনের তীব্র নিন্দা জানানো হয়েছে। পরিষদ সদস্যরা বলেন, নিরস্ত্র বেসামরিক মানুষের ওপর হামলা কোনোভাবেই গ্রহণযোগ্য নয়। প্রস্তাবে আন্তর্জাতিক সম্প্রদায়ের প্রতি অবিলম্বে হস্তক্ষেপ করার আহ্বান জানানো হয়েছে। সদস্যরা অন্যায়ভাবে হামলার নিন্দা জানানোর পাশাপাশি স্কুল ও হাসপাতালে বোমা হামলার কথা তুলে ধরেছেন। তারা বলেছেন, স্কুল ও হাসপাতাল এবং আবাসিক এলাকায় হামলা কোনোভাবেই মেনে নেওয়া যায় না। সিন্ধু প্রদেশের পরিষদ সদস্যরা ইহুদিবাদী ইসরায়েলকে দখলদার ও অবৈধ অস্তিত্ব হিসেবেও ঘোষণা করেছেন। ইরানের অভ্যন্তরীণ বিষয়ে হস্তক্ষেপের নিন্দা জানিয়ে প্রস্তাবে বলা হয়েছে, এমন পদক্ষেপ জাতিসংঘ ঘোষণার পরিপন্থী এবং আইনের লঙ্ঘন। এ বিষয়ে জাতিসংঘকে জরুরি পদক্ষেপ নিতে হবে, যুদ্ধ বন্ধ করতে হবে। তথ্যসূত্র: রেডিও তেহরান: [1065, 53, 1228, 325]
- signatory-name: (মোঃ ফকরুল হাসান): [1384, 2257, 1500, 2272]
- headline-eid-holiday: ১৮ মার্চও ছুটির প্রস্তাব, অনুমোদন হলে ঈদের ছুটি হবে সাত দিন: [429, 57, 536, 124]
- chamber-time: রোগী দেখেনঃ বিকাল ৪টা হতে রাত ৯টা: [951, 1499, 1038, 1524]
- center-name: খুলনা গ্যাস্ট্রো-কলোরেক্টাল সেন্টার: [1249, 569, 1402, 605]
- ad-ref: আর-২৮০: [937, 779, 971, 789]
- ad-jomi-bari-flat-2[interactable]: [1065, 333, 1228, 441]
- article-sydney-opera: স্পোর্টস রিপোর্টারঃ সিডনি অপেরা হাউজ অস্ট্রেলিয়ার সবচেয়ে পরিচিত স্থাপনা। বিশ্ব ঐতিহ্যের তালিকায় থাকা এই স্থাপনাটি দেখতে প্রতিবছর লাখো পর্যটক ভিড় করেন। সেই অপেরা হাউজের সামনে দাঁড়িয়ে ছবি তুলেছেন বাংলাদেশ নারী ফুটবল দলের খেলোয়াড়রা। অস্ট্রেলিয়া সফরে যাওয়া দলটির অনুশীলনের ফাঁকে এই অবসর সময় কাটানোর সুযোগ মেলে। ঋতুপর্ণা চাকমা, আফঈদা খন্দকারসহ দলের অন্য সদস্যরা সেখানে ছবি তুলে সামাজিক যোগাযোগমাধ্যমে পোস্ট করেছেন। সেই ছবিতে মন্তব্যের ঝড় বইছে। ভক্তরা তাদের শুভকামনা জানিয়েছেন। কোচ জানিয়েছেন, দীর্ঘ ভ্রমণ ও অনুশীলনের ক্লান্তি দূর করতে খেলোয়াড়দের কিছুটা বিনোদনের সুযোগ দেওয়া হয়েছে। এতে তারা সতেজ হয়ে মাঠে ফিরতে পারবেন। আগামী সপ্তাহে তাদের প্রথম ম্যাচ অনুষ্ঠিত হবে।: [161, 122, 284, 407]
- ad-title: শুক্রাণু পিত্তপাথর: [1099, 590, 1194, 606]
- ad-pathor-patient[interactable]: [1065, 583, 1228, 790]
- ad-phone: ০১৯১২-৪৯৮১১০: [981, 333, 1044, 343]
- ad-title: জরুরী ভিত্তিতে জমি বিক্রয়: [1258, 1112, 1393, 1151]
- notice-body: ২৪/০২/২০২৬ খ্রিঃ তারিখের ৪৬.৪০.৪৭১৭.০২২.৯৯.০০১.৩১-৩০৮ স্মারক মোতাবেক বিজ্ঞপ্তিতে বিক্রয় ও দাখিলের সময়সূচী সংক্রান্ত ৩য় কলামের দরপত্র বিক্রয়ের তারিখ সংক্রান্ত ছকে উল্লেখিত ১ম পর্বে ০৯-০৩-২০২৬ইং দুপুর ১:০০ মিঃ এর পরিবর্তে ০৮-০৩-২০২৬খ্রিঃ, ২য় পর্বে ৩১-০৩-২০২৬খ্রি. দুপুর ১:০০ এর পরিবর্তে ৩০-০৩-২০২৬খ্রি. এবং ৩য় পর্বে ০৭-০৪-২০২৬খ্রি. দুপুর ১:০০ এর পরিবর্তে ০৬-০৪-২০২৬খ্রি. অফিস চলাকালীন সময় পর্যন্ত সংশোধিত মর্মে পঠিত হবে এবং অন্যান্য শর্তাবলী অপরিবর্তীত থাকবে।: [804, 2146, 1500, 2220]
- ad-body: আমার শিক্ষাগত সনদপত্র, সার্টিফিকেট ও একাডেমিক ট্রান্সক্রিপ্ট হারিয়েছে। আমার এসএসসি রোল নং-১২৬২৫০, শিক্ষাবর্ষ ২০১৩-২০১৪, বোর্ড-যশোর। এইচএসসি রোল নং-৪০৩৯২৯, শিক্ষাবর্ষ ২০১৫-২০১৬, বোর্ড যশোর। উভয় পরীক্ষায় রেজিস্ট্রেশন নং-১২১৩৫০২৬৭৬। এ বিষয়ে বাগেরহাট সদর মডেল থানায় একটি সাধারণ ডায়েরি করা হয়েছে, যার নং-৮৫, তারিখ ০২/০৩/২০২৬।: [945, 980, 1044, 1160]
- ad-endoanal-ultrasound[interactable]: [1241, 294, 1410, 674]
- headline-england-india: ভারতীদের চুপ করিয়ে দিতে চায় ইংল্যান্ড: [300, 57, 409, 116]
- ad-ref: আর-২৭৫: [1065, 563, 1099, 573]
- ad-body: স্থাপনার অনুমতিপ্রাপ্ত EIIN নং বিহীন হাসানপুর মক্কিমিল্লা দাখিল মাদরাসা, উপজেলা- ডুমুরিয়া, জেলা- খুলনা। নীতিমালা-২০২৫ অনুযায়ী ১জন সুপার, ১জন সহ-সুপার, ১জন অফিস সহকারী, ১জন দপ্তরী, ১জন নৈশপ্রহরী ও ১জন আয়া আবশ্যক। আগ্রহীগণ শিক্ষাগত যোগ্যতা, ২কপি ছবি ও প্রয়োজনীয় কাগজপত্র আগামী ১৪/৩/২০২৬ ইং বিকাল ৪টার মধ্যে সুপার ও সহ- সুপার ১০০০/- অন্যান্য পদে ৫০০/- টাকার ব্যাংক ড্রাফটসহ উদ্যোক্তা কমিটির সভাপতি বরাবর আবেদন করুন।: [1249, 740, 1402, 881]
- column-5: [546, 51, 674, 2323]
- ad-body: বেসরকারি শিক্ষা প্রতিষ্ঠান (মাদ্রাসা) জনবল কাঠামো ও এমপিও নীতিমালা ১ ফেব্রুয়ারি-২০২৬ খ্রিঃ পরিপত্র অনুযায়ী সর্বশেষ বিধি মোতাবেক সৃষ্ট পদে বহরবুনিয়া দাখিল মাদ্রাসা ডাকঘর:- বহরবুনিয়া, মোরেলগঞ্জ, বাগেরহাটের জন্য ১ জন অফিস সহায়ক আবশ্যক। শিক্ষাগত যোগ্যতা জেএসসি/জেডিসি সমমান। বিজ্ঞপ্তি প্রকাশের ১৫দিনের মধ্যে ৫০০/=টাকার অফেরতযোগ্য পোস্টালঅর্ডার ও প্রয়োজনীয় কাগজপত্রসহ সুপার বরাবর আবেদন করতে হবে।: [1249, 98, 1402, 239]
- ad-jomi-bari-flat[interactable]: [937, 58, 1052, 211]
- headline-sarfaraz-coach: পাকিস্তানের কোচ হতে পারেন সরফরাজ: [557, 904, 664, 933]
- notice-date: তারিখঃ ০৪-০৩-২০২৬খ্রি.: [1395, 2097, 1500, 2109]
- ad-niyog-bigyopti[interactable]: [937, 379, 1052, 566]
- headline-switzerland-rural: বাংলাদেশের পল্লী উন্নয়নে সহযোগিতা বাড়াতে আগ্রহী সুইজারল্যান্ড: [307, 407, 402, 465]
- article-guardiola-iftar: ক্রীড়া ডেস্ক ॥ ম্যাচের মাঝে ইফতার বিরতি নিয়ে তৈরি হওয়া জটিলতায় ক্ষোভ প্রকাশ করেছেন ম্যানচেস্টার সিটির কোচ পেপ গার্ডিওলা। তিনি বলেছেন, খেলোয়াড়দের ধর্মীয় অনুশাসন পালনের সুযোগ দেওয়া উচিত। এ বিষয়ে কর্তৃপক্ষের সুস্পষ্ট নীতিমালা থাকা প্রয়োজন বলে মনে করেন তিনি। সংবাদ সম্মেলনে তিনি আরও বলেন, আধুনিক ফুটবলে বিভিন্ন ধর্মের খেলোয়াড় রয়েছেন। সবার প্রতি শ্রদ্ধা প্রদর্শন করাই ক্লাবের দায়িত্ব।: [161, 790, 284, 944]
- masthead-date: খুলনা ঃ বৃহস্পতিবার ৫ মার্চ ২০২৬: [1221, 17, 1508, 41]
- ad-phone: ০১৭১৩-০৮৪৪৬৯: [1251, 1239, 1400, 1261]
- column-4: [418, 51, 546, 2323]
- column-3: [290, 51, 418, 2323]
- page-grid: [14, 51, 1514, 2323]
- ad-body: আপনি কি খুলনা শহরে আবাসিক-অনাবাসিক যে কোন স্থানে জমি, বাড়ী ও ফ্ল্যাট ক্রয় করিতে চান তাহলে এই নাম্বারে যোগাযোগ করুন।: [945, 127, 1044, 189]
- government-seal-icon: [1010, 2012, 1040, 2042]
- article-eid-holiday: পূর্বাঞ্চল ডেস্ক ॥ আসন্ন পবিত্র ঈদুল ফিতর উপলক্ষে পূর্বঘোষিত ছুটির সঙ্গে আরও একদিন যুক্ত করার প্রস্তাব দেওয়া হয়েছে। জনপ্রশাসন মন্ত্রণালয় সূত্রে জানা গেছে, ১৮ মার্চকেও ছুটি ঘোষণার প্রস্তাব প্রক্রিয়াধীন রয়েছে। প্রস্তাবটি অনুমোদিত হলে এবারের ঈদের ছুটি দাঁড়াবে টানা সাত দিনে। সরকারি ক্যালেন্ডার অনুযায়ী ঈদুল ফিতরের সম্ভাব্য তারিখ ধরা হয়েছে ২০ মার্চ। তার আগে ও পরে নির্বাহী আদেশে ছুটি নির্ধারণ করা হয়েছে।: [425, 130, 540, 297]
- notice-title: বাগেরহাট পৌরসভা কার্যালয়: [1049, 2012, 1295, 2038]
- ad-title: বয়স্ক পাত্রী চায়: [1097, 473, 1196, 493]
- article-switzerland-rural: পূর্বাঞ্চল ডেস্ক ॥ বাংলাদেশের পল্লী উন্নয়ন ও দারিদ্র্য বিমোচনে সহযোগিতা আরও বাড়াতে আগ্রহ প্রকাশ করেছে সুইজারল্যান্ড। বুধবার সচিবালয়ে পল্লী উন্নয়ন ও সমবায় বিভাগের সঙ্গে সুইজারল্যান্ডের রাষ্ট্রদূতের বৈঠকে এ আগ্রহের কথা জানানো হয়। বৈঠকে দুই দেশের মধ্যে চলমান বিভিন্ন প্রকল্পের অগ্রগতি নিয়ে আলোচনা হয়। সুইস রাষ্ট্রদূত বলেন, বাংলাদেশের গ্রামীণ অর্থনীতিতে সমবায় সমিতিগুলোর ভূমিকা প্রশংসনীয়। ক্ষুদ্র উদ্যোক্তা উন্নয়ন, নারীর ক্ষমতায়ন ও কৃষি প্রক্রিয়াকরণে কারিগরি সহায়তা দিতে তার দেশ প্রস্তুত। বাংলাদেশের পক্ষ থেকে বলা হয়, পল্লী উন্নয়ন খাতে বিদেশি বিনিয়োগ ও কারিগরি সহযোগিতা উন্নয়ন প্রক্রিয়াকে আরও গতিশীল করবে। বৈঠক শেষে উভয় পক্ষ ভবিষ্যতে যৌথ প্রকল্প বাস্তবায়নে একসঙ্গে কাজ করার আশাবাদ ব্যক্ত করে।: [297, 471, 412, 769]
- photo-caption: তালাঃ বাংলাদেশ হিন্দু বৌদ্ধ খ্রিষ্টান কল্যাণ ফ্রন্টের উপজেলা শাখার সভাপতি অমল কুমার দত্ত ও সম্পাদক সরোজিৎ কুমার পূর্বাঞ্চল।: [20, 133, 148, 179]
- contact-pill-button[interactable]: যোগাযোগ করুনঃ: [1287, 544, 1365, 559]
- memo-number: স্মারক নং-৪৬.৪০.৪৭১৭.০২২.৯৯.০০১.৩১-৩২৬: [804, 2097, 1000, 2109]
- ad-phone: ০১৯১২-৪৯৮১১০: [1157, 537, 1220, 547]
- ad-signature: -সুপার: [1380, 241, 1402, 251]
- ad-body: আপনি কি খুলনা শহরে আবাসিক-অনাবাসিক যে কোন স্থানে জমি, বাড়ী ও ফ্ল্যাট ক্রয় করিতে চান তাহলে এই নাম্বারে যোগাযোগ করুন।: [1073, 383, 1220, 419]
- ad-banner: ৩৬০° এন্ডো-এনাল আল্ট্রাসাউন্ড: [1243, 296, 1408, 350]
- clinic-banner: চিকিৎসা কেন্দ্রঃ: [1067, 687, 1226, 717]
- ad-title: মার্কেট বিক্রয়: [951, 805, 1038, 825]
- ad-ref: আর-২৭৩: [937, 217, 971, 227]
- ad-ref: আর-২৪৮: [937, 1580, 971, 1590]
- column-10-display-ads: [1234, 51, 1416, 2323]
- column-2: [154, 51, 290, 2323]
- ad-ref: আর-২৭৮: [1249, 268, 1282, 278]
- column-8-classifieds: [930, 51, 1058, 2323]
